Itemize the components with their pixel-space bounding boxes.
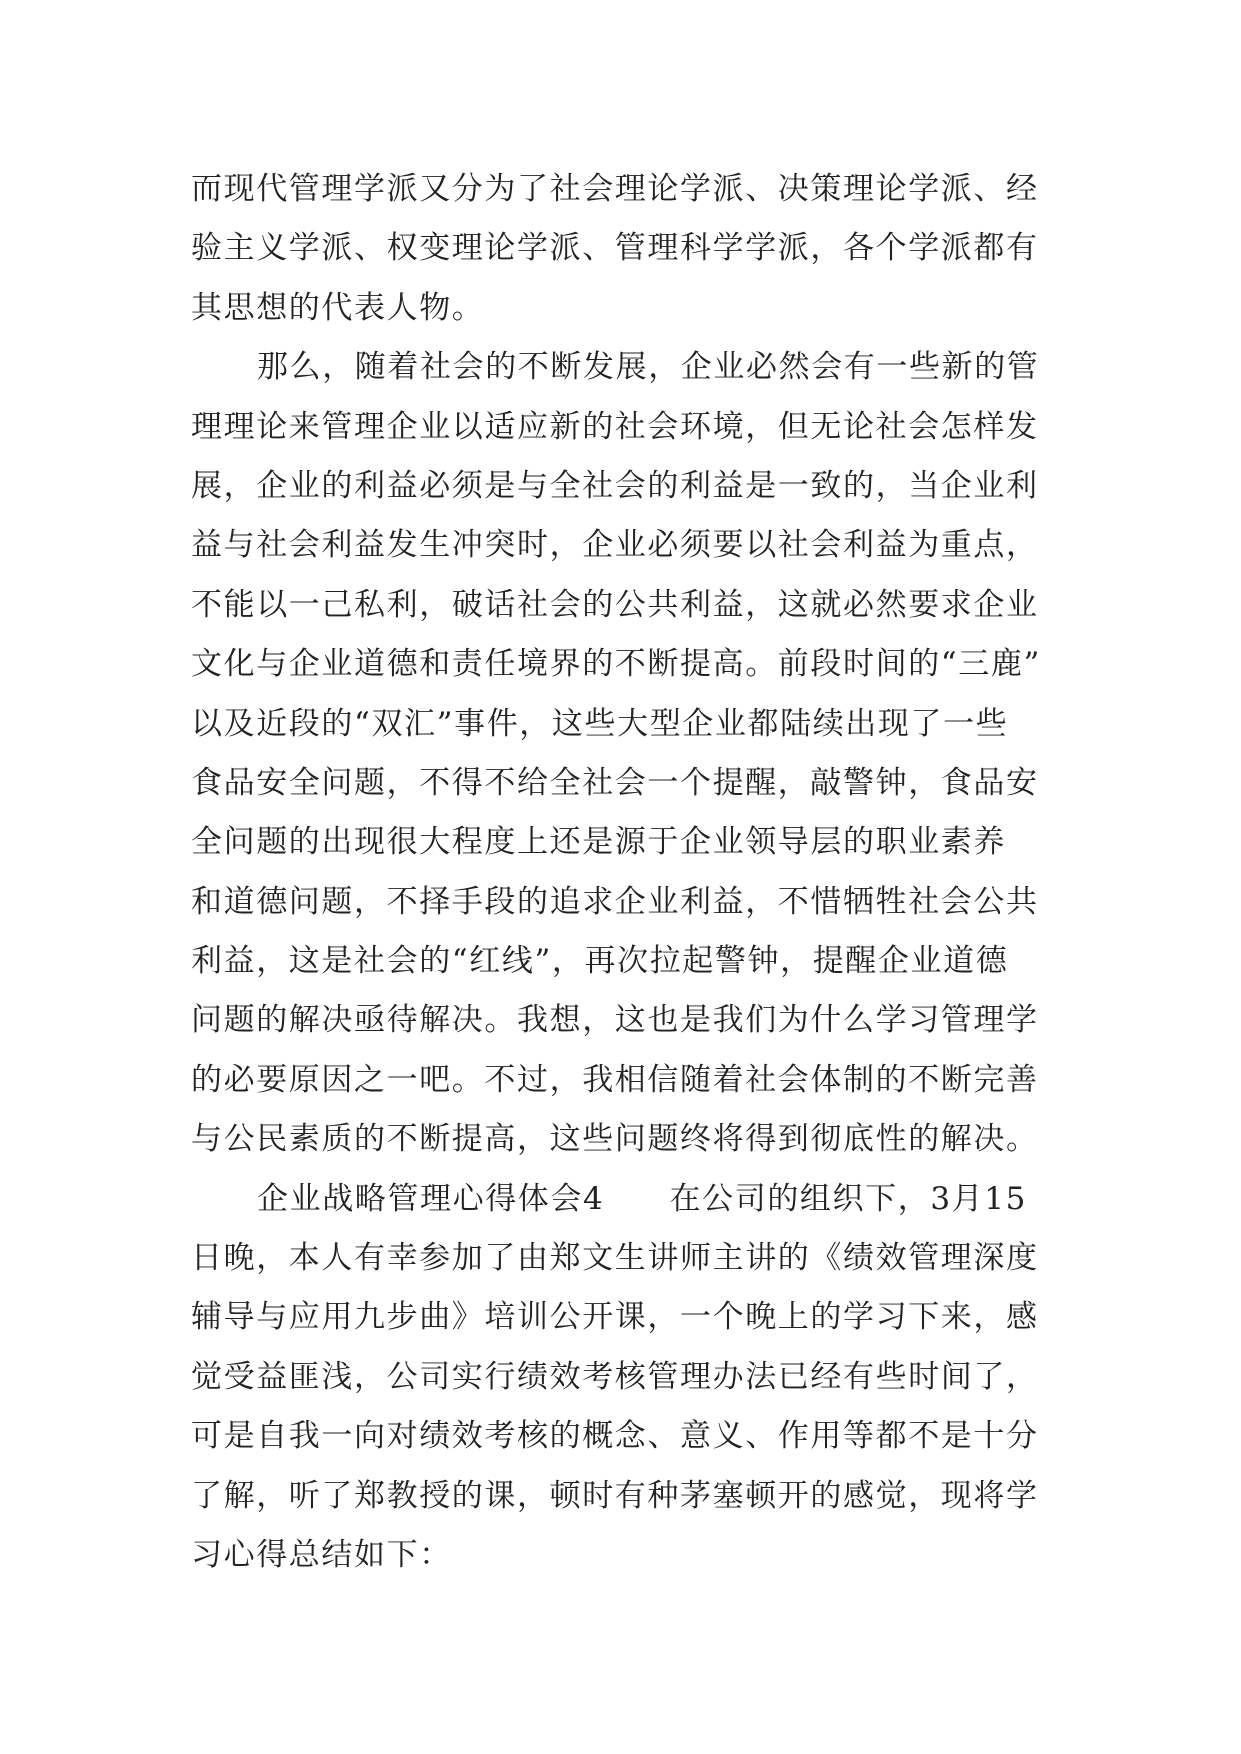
document-body: [191, 160, 1071, 1585]
text-line: 与公民素质的不断提高，这些问题终将得到彻底性的解决。: [191, 1121, 1039, 1158]
text-line: 辅导与应用九步曲》培训公开课，一个晚上的学习下来，感: [191, 1299, 1039, 1336]
text-line: 不能以一己私利，破话社会的公共利益，这就必然要求企业: [191, 586, 1039, 623]
text-line: 和道德问题，不择手段的追求企业利益，不惜牺牲社会公共: [191, 883, 1039, 920]
text-line: 展，企业的利益必须是与全社会的利益是一致的，当企业利: [191, 467, 1039, 504]
text-line: 文化与企业道德和责任境界的不断提高。前段时间的“三鹿”: [191, 646, 1041, 683]
text-line: 利益，这是社会的“红线”，再次拉起警钟，提醒企业道德: [191, 943, 1009, 980]
text-line: 了解，听了郑教授的课，顿时有种茅塞顿开的感觉，现将学: [191, 1477, 1039, 1514]
text-line: 问题的解决亟待解决。我想，这也是我们为什么学习管理学: [191, 1002, 1039, 1039]
text-line: 日晚，本人有幸参加了由郑文生讲师主讲的《绩效管理深度: [191, 1240, 1039, 1277]
text-line: 觉受益匪浅，公司实行绩效考核管理办法已经有些时间了，: [191, 1358, 1039, 1395]
paragraph-first-line: 企业战略管理心得体会4 在公司的组织下，3月15: [257, 1180, 1027, 1217]
text-line: 验主义学派、权变理论学派、管理科学学派，各个学派都有: [191, 230, 1039, 267]
text-line: 而现代管理学派又分为了社会理论学派、决策理论学派、经: [191, 171, 1039, 207]
text-line: 全问题的出现很大程度上还是源于企业领导层的职业素养: [191, 824, 1006, 861]
text-line: 的必要原因之一吧。不过，我相信随着社会体制的不断完善: [191, 1061, 1039, 1098]
text-line: 习心得总结如下：: [191, 1536, 452, 1573]
text-line: 益与社会利益发生冲突时，企业必须要以社会利益为重点，: [191, 527, 1039, 564]
text-line: 可是自我一向对绩效考核的概念、意义、作用等都不是十分: [191, 1418, 1039, 1455]
text-line: 食品安全问题，不得不给全社会一个提醒，敲警钟，食品安: [191, 764, 1039, 801]
text-line: 以及近段的“双汇”事件，这些大型企业都陆续出现了一些: [191, 705, 1009, 742]
text-line: 理理论来管理企业以适应新的社会环境，但无论社会怎样发: [191, 408, 1039, 445]
paragraph-first-line: 那么，随着社会的不断发展，企业必然会有一些新的管: [257, 349, 1040, 386]
text-line: 其思想的代表人物。: [191, 289, 485, 326]
